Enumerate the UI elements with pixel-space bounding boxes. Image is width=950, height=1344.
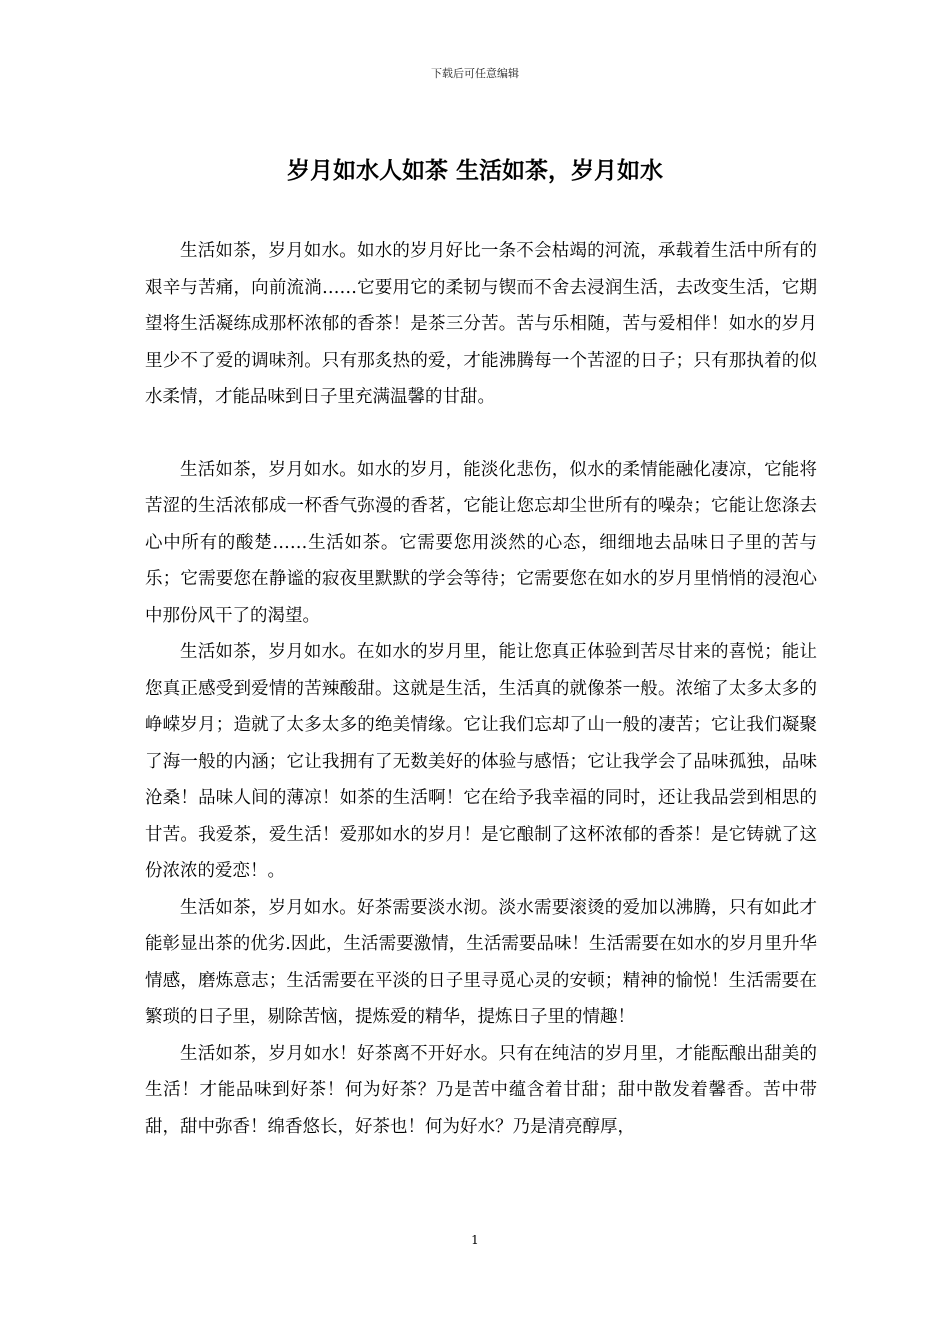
- paragraph-4: 生活如茶，岁月如水。好茶需要淡水沏。淡水需要滚烫的爱加以沸腾，只有如此才能彰显出茶的优劣.因此，生活需要激情，生活需要品味！生活需要在如水的岁月里升华情感，磨炼意志；生活需要在平淡的日子里寻觅心灵的安顿；精神的愉悦！生活需要在繁琐的日子里，剔除苦恼，提炼爱的精华，提炼日子里的情趣！: [145, 897, 817, 1027]
- document-body: [145, 233, 817, 1145]
- page-number: 1: [471, 1233, 479, 1247]
- paragraph-3: 生活如茶，岁月如水。在如水的岁月里，能让您真正体验到苦尽甘来的喜悦；能让您真正感受到爱情的苦辣酸甜。这就是生活，生活真的就像茶一般。浓缩了太多太多的峥嵘岁月；造就了太多太多的绝美情缘。它让我们忘却了山一般的凄苦；它让我们凝聚了海一般的内涵；它让我拥有了无数美好的体验与感悟；它让我学会了品味孤独，品味沧桑！品味人间的薄凉！如茶的生活啊！它在给予我幸福的同时，还让我品尝到相思的甘苦。我爱茶，爱生活！爱那如水的岁月！是它酿制了这杯浓郁的香茶！是它铸就了这份浓浓的爱恋！。: [145, 642, 817, 881]
- document-title: 岁月如水人如茶 生活如茶，岁月如水: [286, 157, 663, 184]
- paragraph-5: 生活如茶，岁月如水！好茶离不开好水。只有在纯洁的岁月里，才能酝酿出甜美的生活！才能品味到好茶！何为好茶？乃是苦中蕴含着甘甜；甜中散发着馨香。苦中带甜，甜中弥香！绵香悠长，好茶也！何为好水？乃是清亮醇厚，: [145, 1043, 817, 1137]
- page-header-note: 下载后可任意编辑: [431, 67, 519, 80]
- paragraph-1: 生活如茶，岁月如水。如水的岁月好比一条不会枯竭的河流，承载着生活中所有的艰辛与苦痛，向前流淌……它要用它的柔韧与锲而不舍去浸润生活，去改变生活，它期望将生活凝练成那杯浓郁的香茶！是茶三分苦。苦与乐相随，苦与爱相伴！如水的岁月里少不了爱的调味剂。只有那炙热的爱，才能沸腾每一个苦涩的日子；只有那执着的似水柔情，才能品味到日子里充满温馨的甘甜。: [145, 241, 817, 407]
- paragraph-2: 生活如茶，岁月如水。如水的岁月，能淡化悲伤，似水的柔情能融化凄凉，它能将苦涩的生活浓郁成一杯香气弥漫的香茗，它能让您忘却尘世所有的噪杂；它能让您涤去心中所有的酸楚……生活如茶。它需要您用淡然的心态，细细地去品味日子里的苦与乐；它需要您在静谧的寂夜里默默的学会等待；它需要您在如水的岁月里悄悄的浸泡心中那份风干了的渴望。: [145, 459, 817, 626]
